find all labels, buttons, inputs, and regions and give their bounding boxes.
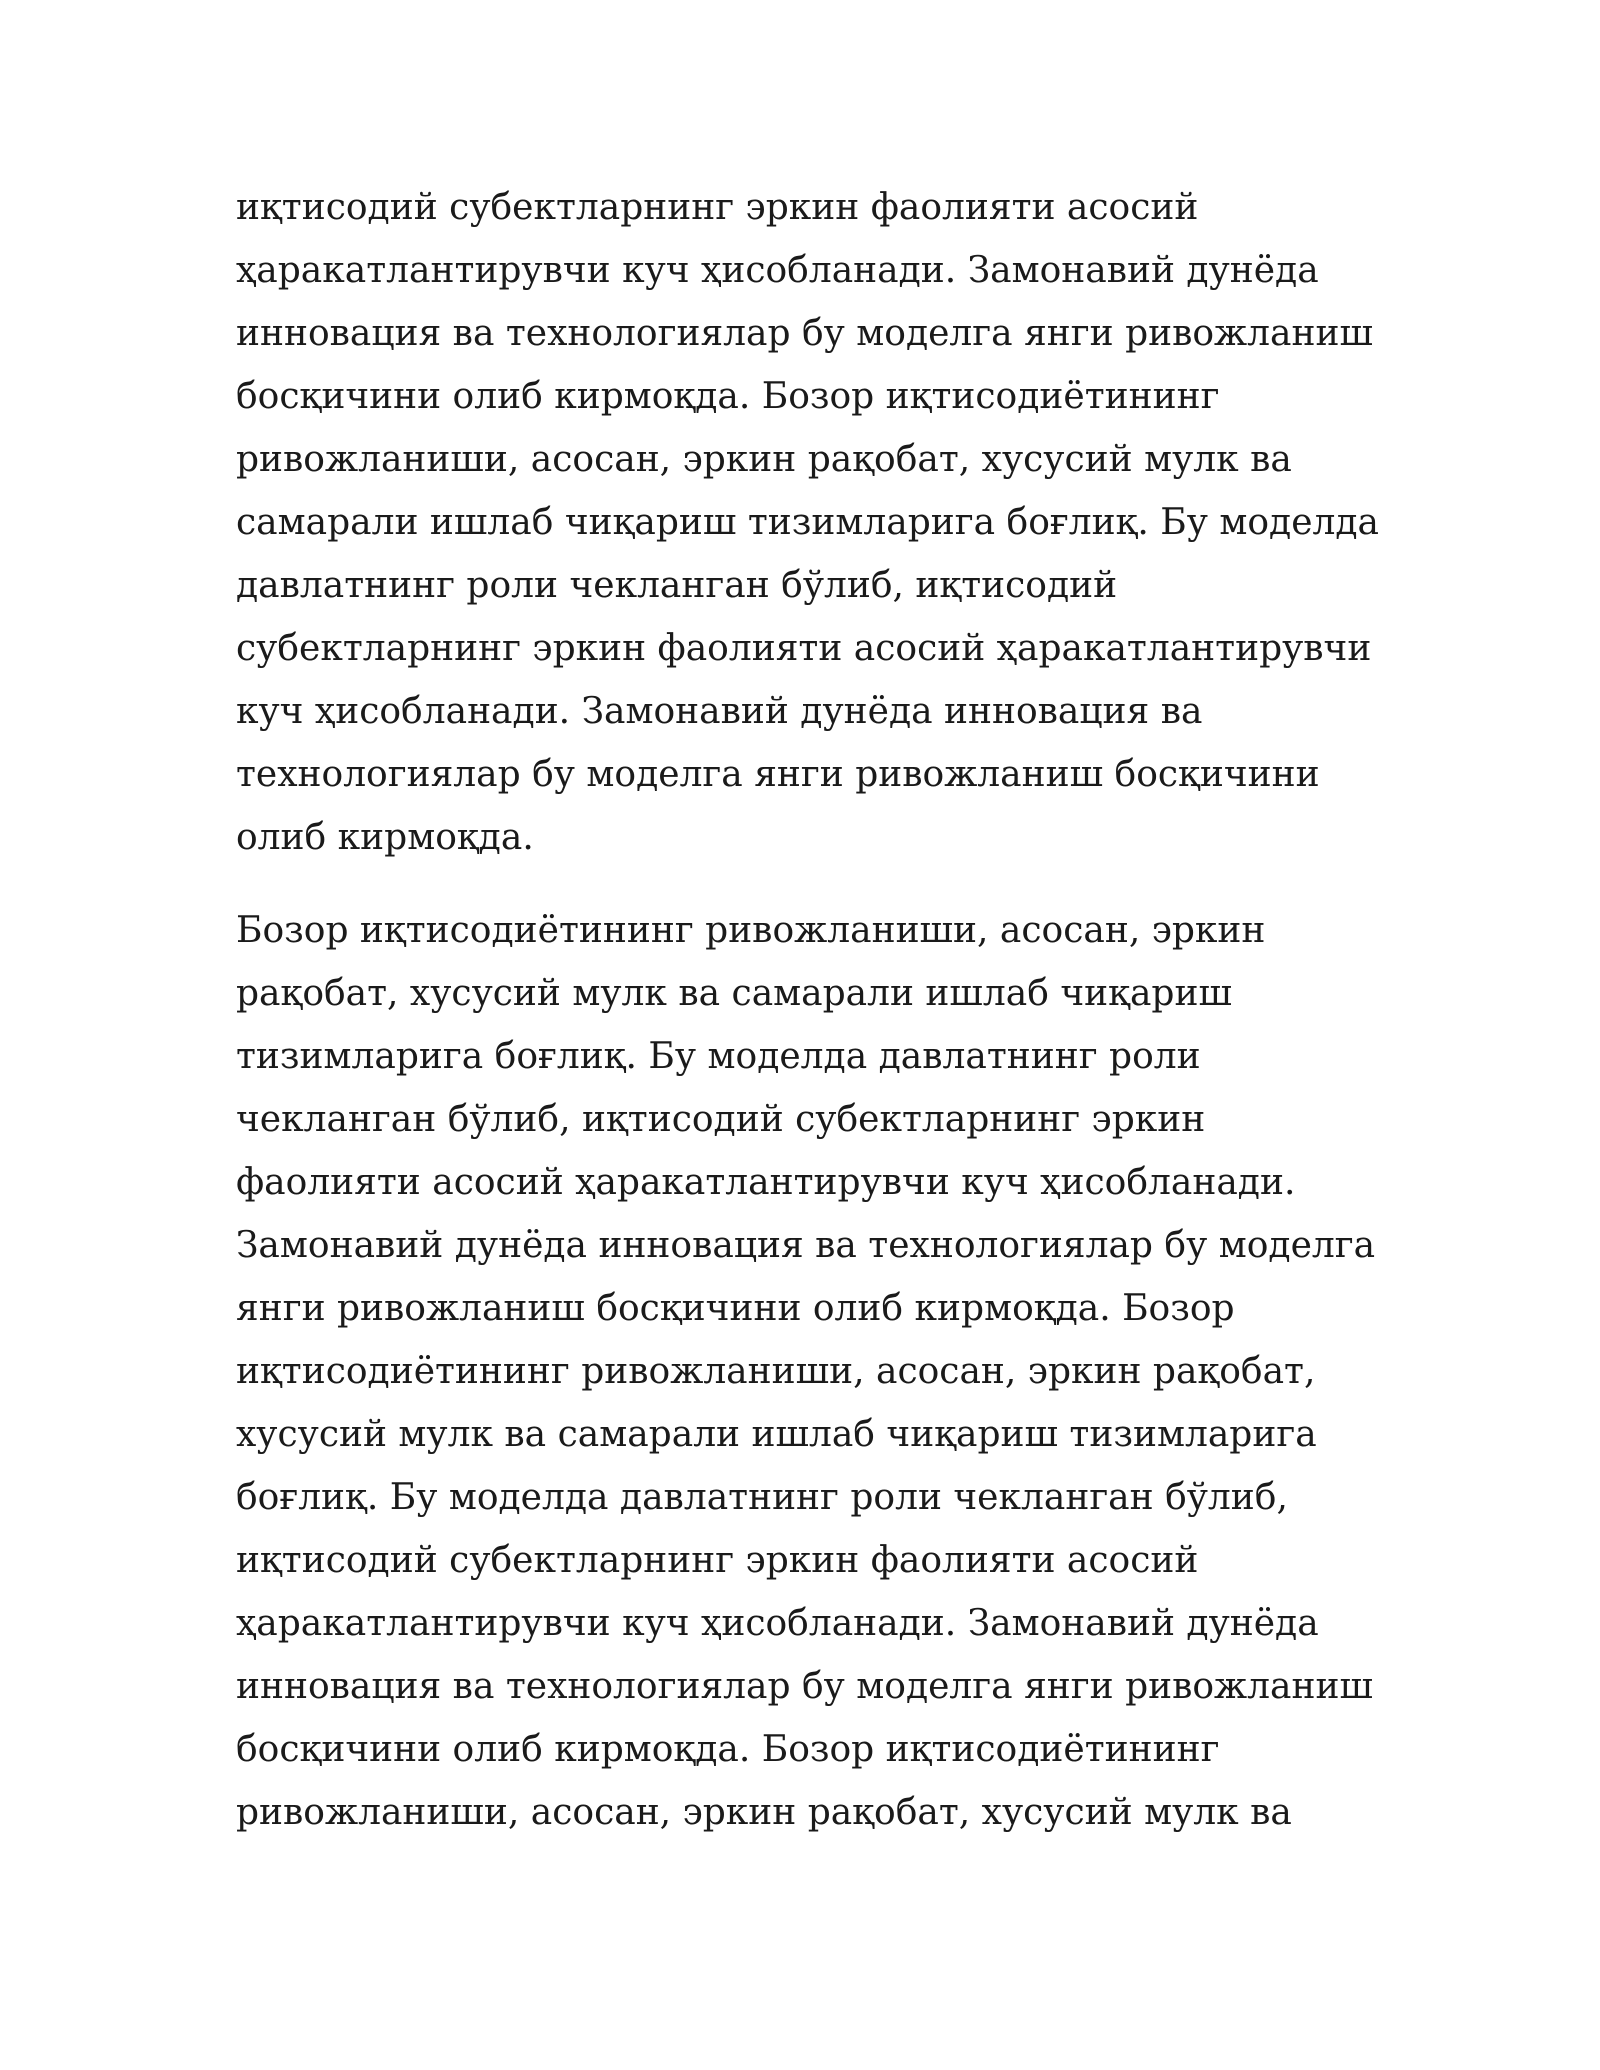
paragraph-2 (236, 899, 1376, 1844)
text-line: самарали ишлаб чиқариш тизимларига боғлиқ. Бу моделда (236, 502, 1379, 543)
text-line: олиб кирмоқда. (236, 817, 534, 858)
text-line: иқтисодий субектларнинг эркин фаолияти асосий (236, 1540, 1199, 1581)
text-line: чекланган бўлиб, иқтисодий субектларнинг эркин (236, 1099, 1206, 1140)
text-column (236, 176, 1379, 1844)
text-line: субектларнинг эркин фаолияти асосий ҳаракатлантирувчи (236, 628, 1372, 669)
text-line: хусусий мулк ва самарали ишлаб чиқариш тизимларига (236, 1414, 1317, 1455)
text-line: ҳаракатлантирувчи куч ҳисобланади. Замонавий дунёда (236, 250, 1319, 291)
text-line: иқтисодиётининг ривожланиши, асосан, эркин рақобат, (236, 1351, 1316, 1392)
text-line: ривожланиши, асосан, эркин рақобат, хусусий мулк ва (236, 439, 1292, 480)
text-line: Замонавий дунёда инновация ва технологиялар бу моделга (236, 1225, 1376, 1266)
paragraph-spacer (236, 869, 1364, 899)
paragraph-1 (236, 176, 1379, 869)
text-line: рақобат, хусусий мулк ва самарали ишлаб чиқариш (236, 973, 1232, 1014)
text-line: давлатнинг роли чекланган бўлиб, иқтисодий (236, 565, 1118, 606)
text-line: тизимларига боғлиқ. Бу моделда давлатнинг роли (236, 1036, 1201, 1077)
text-line: инновация ва технологиялар бу моделга янги ривожланиш (236, 1666, 1373, 1707)
text-line: ривожланиши, асосан, эркин рақобат, хусусий мулк ва (236, 1792, 1292, 1833)
text-line: куч ҳисобланади. Замонавий дунёда инновация ва (236, 691, 1203, 732)
text-line: фаолияти асосий ҳаракатлантирувчи куч ҳисобланади. (236, 1162, 1296, 1203)
text-line: Бозор иқтисодиётининг ривожланиши, асосан, эркин (236, 910, 1266, 951)
text-line: босқичини олиб кирмоқда. Бозор иқтисодиётининг (236, 1729, 1220, 1770)
text-line: босқичини олиб кирмоқда. Бозор иқтисодиётининг (236, 376, 1220, 417)
text-line: иқтисодий субектларнинг эркин фаолияти асосий (236, 187, 1199, 228)
text-line: боғлиқ. Бу моделда давлатнинг роли чекланган бўлиб, (236, 1477, 1288, 1518)
text-line: инновация ва технологиялар бу моделга янги ривожланиш (236, 313, 1373, 354)
text-line: ҳаракатлантирувчи куч ҳисобланади. Замонавий дунёда (236, 1603, 1319, 1644)
text-line: янги ривожланиш босқичини олиб кирмоқда. Бозор (236, 1288, 1235, 1329)
text-line: технологиялар бу моделга янги ривожланиш босқичини (236, 754, 1320, 795)
